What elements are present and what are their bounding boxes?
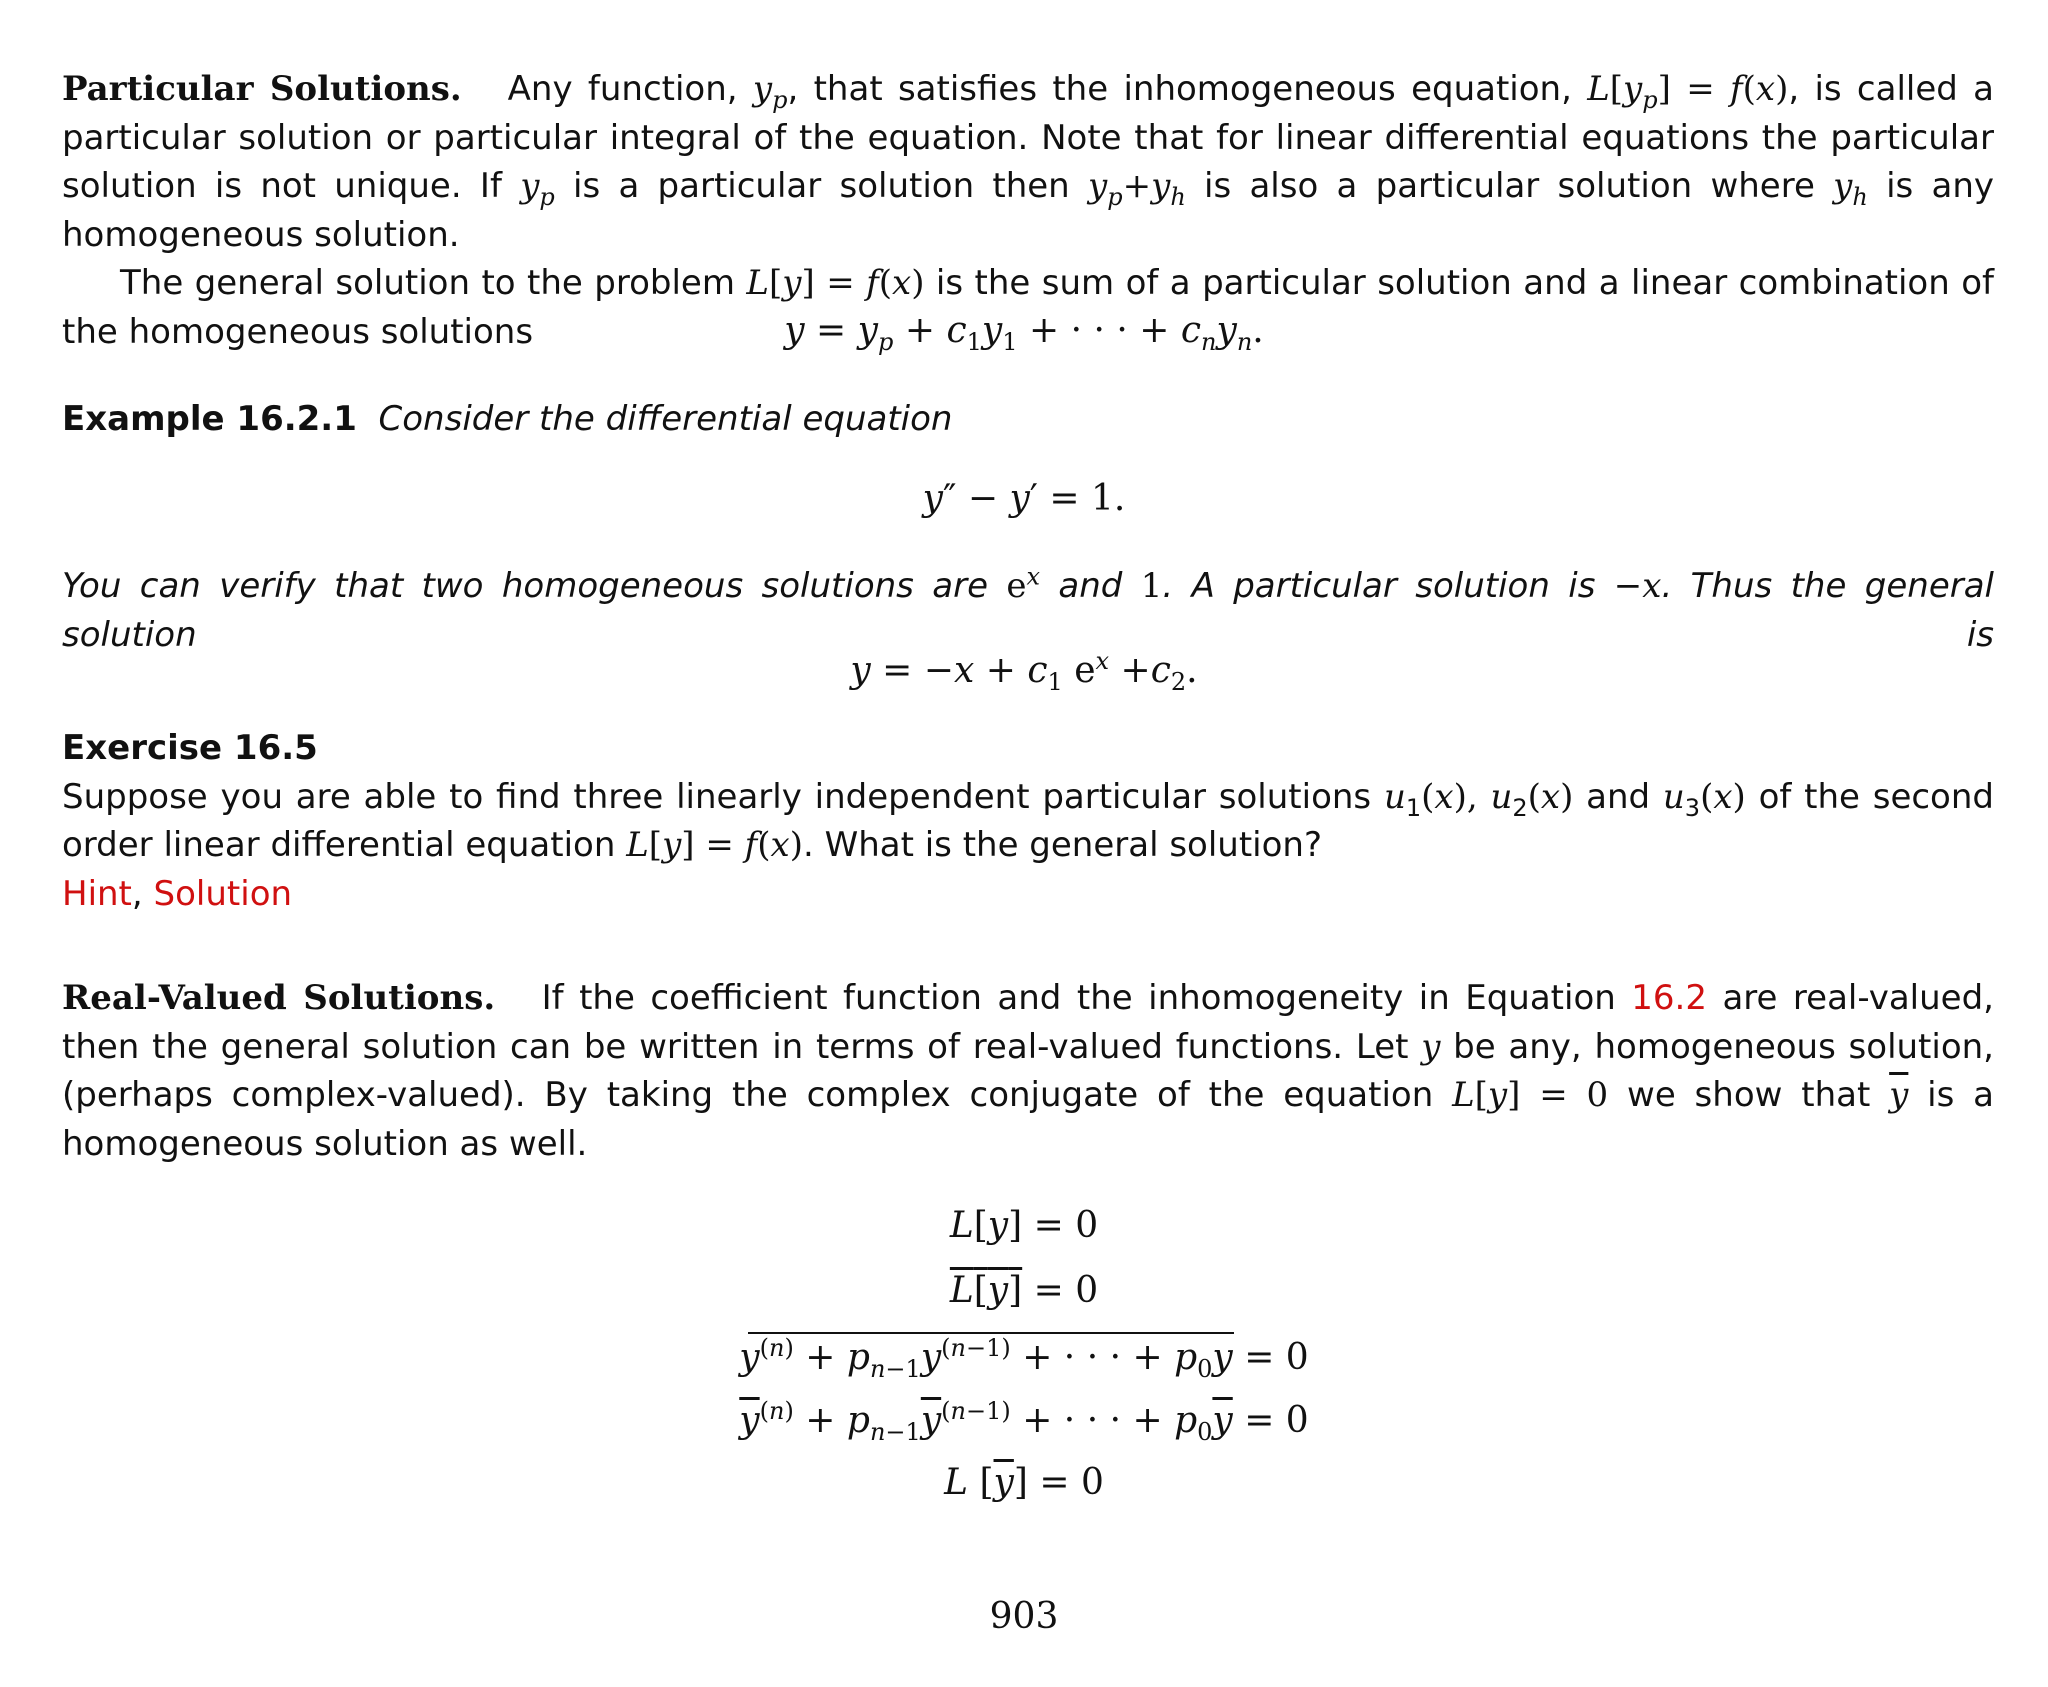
exercise-label: Exercise 16.5 — [62, 728, 318, 768]
example-intro: Consider the differential equation — [378, 399, 953, 439]
text: are real-valued, then the general solution can be written in terms of real-valued functions. Let — [62, 978, 1994, 1067]
text: of the second order linear differential equation — [62, 776, 1994, 866]
derivation-line-4: $\overline{y}^{(n)} + p_{n-1}\overline{y}^{(n-1)}$ + · · · + $p_0\overline{y} = 0$ — [739, 1397, 1309, 1447]
text: be any, homogeneous solution, (perhaps complex-valued). By taking the complex conjugate of the equation — [62, 1026, 1994, 1116]
text: is the sum of a particular solution and a linear combination of the homogeneous solutions — [62, 263, 1995, 352]
solution-link[interactable]: Solution — [153, 873, 293, 914]
text: . A particular solution is — [1162, 566, 1614, 606]
paragraph-general-solution: The general solution to the problem L[y] = f(x) is the sum of a particular solution and a linear combination of the homogeneous solutions — [62, 263, 1995, 352]
math-yp-plus-yh: $y_p$ — [1088, 166, 1123, 211]
text: Suppose you are able to find three linearly independent particular solutions — [62, 776, 1384, 817]
page-number: 903 — [989, 1596, 1059, 1637]
math-yp: $y_p$ — [752, 69, 788, 114]
heading-real-valued: Real-Valued Solutions. — [62, 978, 496, 1018]
text: and — [1040, 566, 1141, 606]
text: we show that — [1608, 1075, 1890, 1116]
text: You can verify that two homogeneous solutions are — [62, 566, 1007, 606]
derivation-line-1: L[y] = 0 — [949, 1205, 1099, 1246]
text: . What is the general solution? — [802, 825, 1323, 866]
text: If the coefficient function and the inhomogeneity in Equation — [541, 978, 1632, 1018]
math-Lyp: L — [1587, 69, 1610, 109]
derivation-line-2: L[y] = 0 — [949, 1270, 1099, 1311]
example-label: Example 16.2.1 — [62, 399, 357, 439]
equation-general-solution: $y = y_p + c_1y_1$ + · · · + $c_ny_n$. — [784, 310, 1264, 357]
text: is a particular solution then — [554, 166, 1088, 207]
equation-example-general: $y = -x + c_1$ $e^x +c_2$. — [850, 647, 1198, 697]
hint-link[interactable]: Hint — [62, 873, 132, 914]
math-yp: $y_p$ — [520, 166, 555, 211]
text: , that satisfies the inhomogeneous equation, — [787, 69, 1588, 109]
text: is a homogeneous solution as well. — [62, 1075, 1995, 1164]
math-yh: $y_h$ — [1833, 166, 1868, 211]
text: Any function, — [507, 69, 753, 109]
math-Ly-fx: L — [746, 263, 769, 304]
paragraph-real-valued: Real-Valued Solutions. If the coefficient function and the inhomogeneity in Equation 16.2 are real-valued, then the general solution can be written in terms of real-valued functions. Let y be any, homogeneous solution, (perhaps complex-valued). By taking the complex conjugate of the equation L[y] = 0 we show that $\overline{y}$ is a homogeneous solution as well. — [62, 978, 1995, 1164]
text: , is called a particular solution or particular integral of the equation. Note that for linear differential equations the particular solution is not unique. If — [62, 69, 1994, 207]
heading-particular-solutions: Particular Solutions. — [62, 69, 462, 109]
equation-ref-link[interactable]: 16.2 — [1631, 978, 1707, 1018]
text: The general solution to the problem — [120, 263, 747, 304]
text: is also a particular solution where — [1185, 166, 1834, 207]
equation-example: y″ − y′ = 1. — [922, 478, 1126, 519]
text: . Thus the general solution is — [62, 566, 1994, 655]
text: and — [1573, 776, 1663, 817]
derivation-line-3: $y^{(n)} + p_{n-1}y^{(n-1)}$ + · · · + $p_0y = 0$ — [739, 1334, 1309, 1384]
example-block — [62, 395, 1994, 444]
derivation-line-5: L $[\overline{y}] = 0$ — [944, 1462, 1104, 1503]
paragraph-particular-solutions: Particular Solutions. Any function, $y_p$, that satisfies the inhomogeneous equation, $L[y_p] = f(x)$, is called a particular solution or particular integral of the equation. Note that for linear differential equations the particular solution is not unique. If $y_p$ is a particular solution then $y_p+y_h$ is also a particular solution where $y_h$ is any homogeneous solution. The general solution to the problem L[y] = f(x) is the sum of a particular solution and a linear combination of the homogeneous solutions — [62, 65, 1994, 357]
separator: , — [131, 873, 154, 914]
exercise-block: Exercise 16.5 Suppose you are able to find three linearly independent particular solutions $u_1(x)$, $u_2(x)$ and $u_3(x)$ of the second order linear differential equation L[y] = f(x). What is the general solution? Hint, Solution — [62, 728, 1994, 914]
text: is any homogeneous solution. — [62, 166, 1994, 255]
example-body: You can verify that two homogeneous solutions are $e^x$ and 1. A particular solution is −x. Thus the general solution is — [62, 562, 1994, 655]
